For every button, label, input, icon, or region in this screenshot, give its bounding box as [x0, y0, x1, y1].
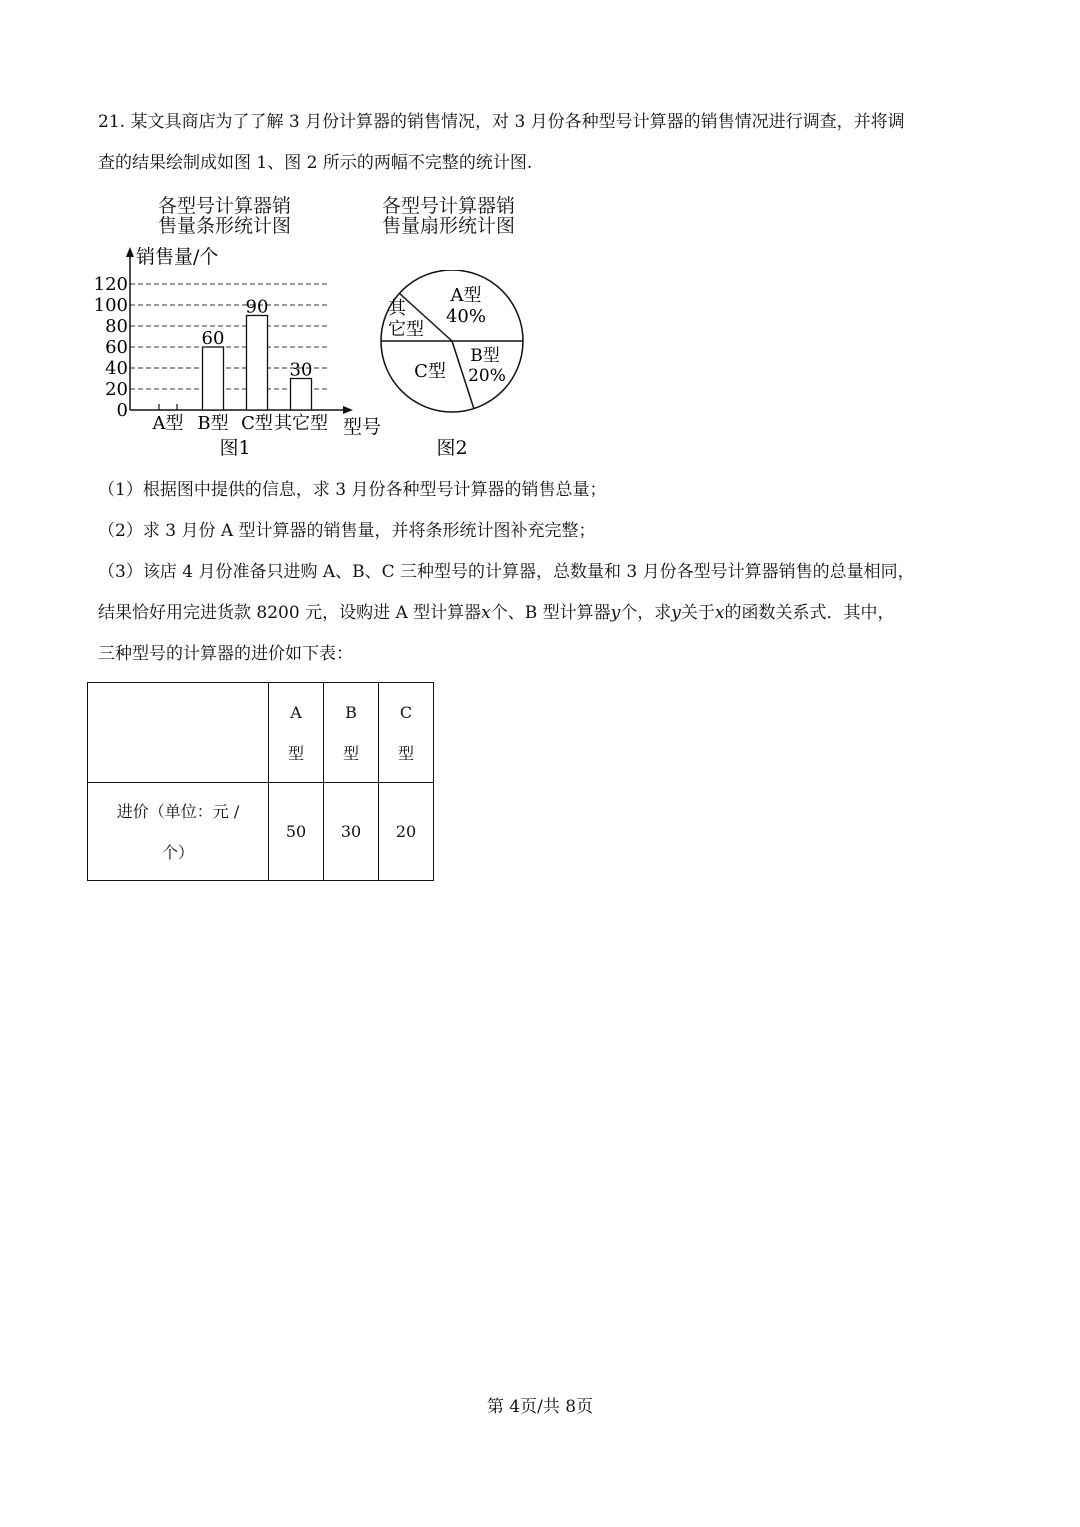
question-line-1: 21. 某文具商店为了了解 3 月份计算器的销售情况，对 3 月份各种型号计算器的销售情况进行调查，并将调	[98, 112, 905, 132]
y-tick-label: 80	[105, 316, 128, 337]
y-tick-label: 120	[93, 274, 128, 295]
y-tick-label: 40	[105, 358, 128, 379]
sub-question-3-line-1: （3）该店 4 月份准备只进购 A、B、C 三种型号的计算器，总数量和 3 月份各型号计算器销售的总量相同，	[98, 562, 915, 582]
table-cell-price-a: 50	[269, 783, 324, 881]
bar	[203, 347, 224, 410]
pie-slice-other-label-2: 它型	[388, 319, 424, 340]
x-axis-arrow	[343, 406, 353, 414]
table-cell-price-b: 30	[324, 783, 379, 881]
sub-questions	[98, 470, 988, 675]
bar-data-label: 60	[201, 328, 225, 349]
bar-chart-caption: 图1	[219, 437, 251, 459]
pie-chart	[370, 270, 535, 460]
price-table	[87, 682, 434, 881]
bar-chart-title-line-1: 各型号计算器销	[158, 195, 292, 217]
pie-slice-c-label: C型	[414, 361, 446, 382]
pie-slice-b-label: B型	[470, 346, 500, 366]
q3-text-b: 个、B 型计算器	[490, 603, 611, 623]
pie-chart-caption: 图2	[436, 437, 468, 459]
y-tick-label: 100	[93, 295, 128, 316]
sub-question-2: （2）求 3 月份 A 型计算器的销售量，并将条形统计图补充完整；	[98, 521, 596, 541]
bar-chart-title-line-2: 售量条形统计图	[158, 215, 292, 237]
sub-question-3-line-3: 三种型号的计算器的进价如下表：	[98, 644, 353, 664]
pie-chart-title-line-1: 各型号计算器销	[382, 195, 516, 217]
table-header-c: C 型	[379, 683, 434, 783]
x-tick-label: B型	[197, 413, 229, 434]
bar	[291, 379, 312, 411]
question-line-2: 查的结果绘制成如图 1、图 2 所示的两幅不完整的统计图.	[98, 153, 533, 173]
table-header-b: B 型	[324, 683, 379, 783]
pie-slice-other-label-1: 其	[388, 298, 406, 319]
sub-question-3-line-2	[98, 593, 988, 634]
x-axis-label: 型号	[343, 416, 382, 438]
y-axis-label: 销售量/个	[136, 246, 219, 268]
variable-y: y	[610, 603, 621, 623]
table-row	[88, 783, 434, 881]
table-corner-cell	[88, 683, 269, 783]
y-tick-label: 20	[105, 379, 128, 400]
table-header-row	[88, 683, 434, 783]
table-cell-price-c: 20	[379, 783, 434, 881]
page-footer: 第 4页/共 8页	[486, 1397, 594, 1417]
table-header-a: A 型	[269, 683, 324, 783]
q3-text-d: 关于	[680, 603, 715, 623]
pie-chart-title	[382, 196, 515, 236]
bar-chart	[90, 240, 400, 460]
bar	[247, 316, 268, 411]
variable-x: x	[714, 603, 725, 623]
pie-slice-a-label: A型	[450, 285, 482, 306]
bar-data-label: 90	[245, 296, 269, 318]
variable-y: y	[671, 603, 681, 623]
y-tick-label: 0	[116, 400, 128, 421]
x-tick-label: 其它型	[274, 413, 328, 434]
x-tick-label: A型	[152, 413, 184, 434]
pie-slice-b-value: 20%	[468, 366, 506, 386]
pie-slice-a-value: 40%	[445, 306, 487, 327]
q3-text-a: 结果恰好用完进货款 8200 元，设购进 A 型计算器	[98, 603, 482, 623]
y-axis-arrow	[126, 247, 134, 257]
q3-text-c: 个，求	[620, 603, 672, 623]
sub-question-1: （1）根据图中提供的信息，求 3 月份各种型号计算器的销售总量；	[98, 480, 607, 500]
variable-x: x	[481, 603, 491, 623]
x-tick-label: C型	[241, 413, 273, 434]
q3-text-e: 的函数关系式．其中，	[724, 603, 895, 623]
bar-data-label: 30	[289, 359, 313, 381]
y-tick-label: 60	[105, 337, 128, 358]
bar-chart-title	[158, 196, 291, 236]
question-stem	[98, 102, 988, 184]
pie-chart-title-line-2: 售量扇形统计图	[382, 215, 516, 237]
table-row-label: 进价（单位：元 / 个）	[88, 783, 269, 881]
